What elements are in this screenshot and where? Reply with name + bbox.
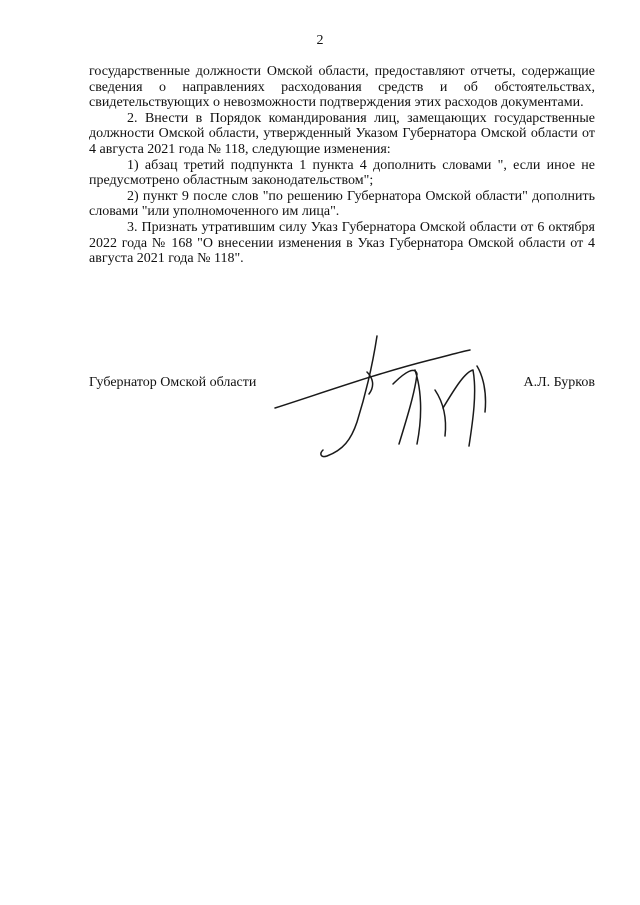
paragraph-item-2: 2. Внести в Порядок командирования лиц, замещающих государственные должности Омской области, утвержденный Указом Губернатора Омской области от 4 августа 2021 года № 118, следующие изменения:: [89, 110, 595, 157]
paragraph-item-3: 3. Признать утратившим силу Указ Губернатора Омской области от 6 октября 2022 года № 168 "О внесении изменения в Указ Губернатора Омской области от 4 августа 2021 года № 118".: [89, 219, 595, 267]
signer-name: А.Л. Бурков: [523, 375, 595, 390]
document-body: [89, 64, 595, 267]
paragraph-continuation: государственные должности Омской области, предоставляют отчеты, содержащие сведения о направлениях расходования средств и об обстоятельствах, свидетельствующих о невозможности подтверждения этих расходов документами.: [89, 64, 595, 111]
signer-title: Губернатор Омской области: [89, 375, 257, 390]
handwritten-signature: [265, 332, 505, 462]
paragraph-subitem-2: 2) пункт 9 после слов "по решению Губернатора Омской области" дополнить словами "или уполномоченного им лица".: [89, 188, 595, 220]
paragraph-subitem-1: 1) абзац третий подпункта 1 пункта 4 дополнить словами ", если иное не предусмотрено областным законодательством";: [89, 157, 595, 189]
page-number: 2: [316, 33, 324, 48]
